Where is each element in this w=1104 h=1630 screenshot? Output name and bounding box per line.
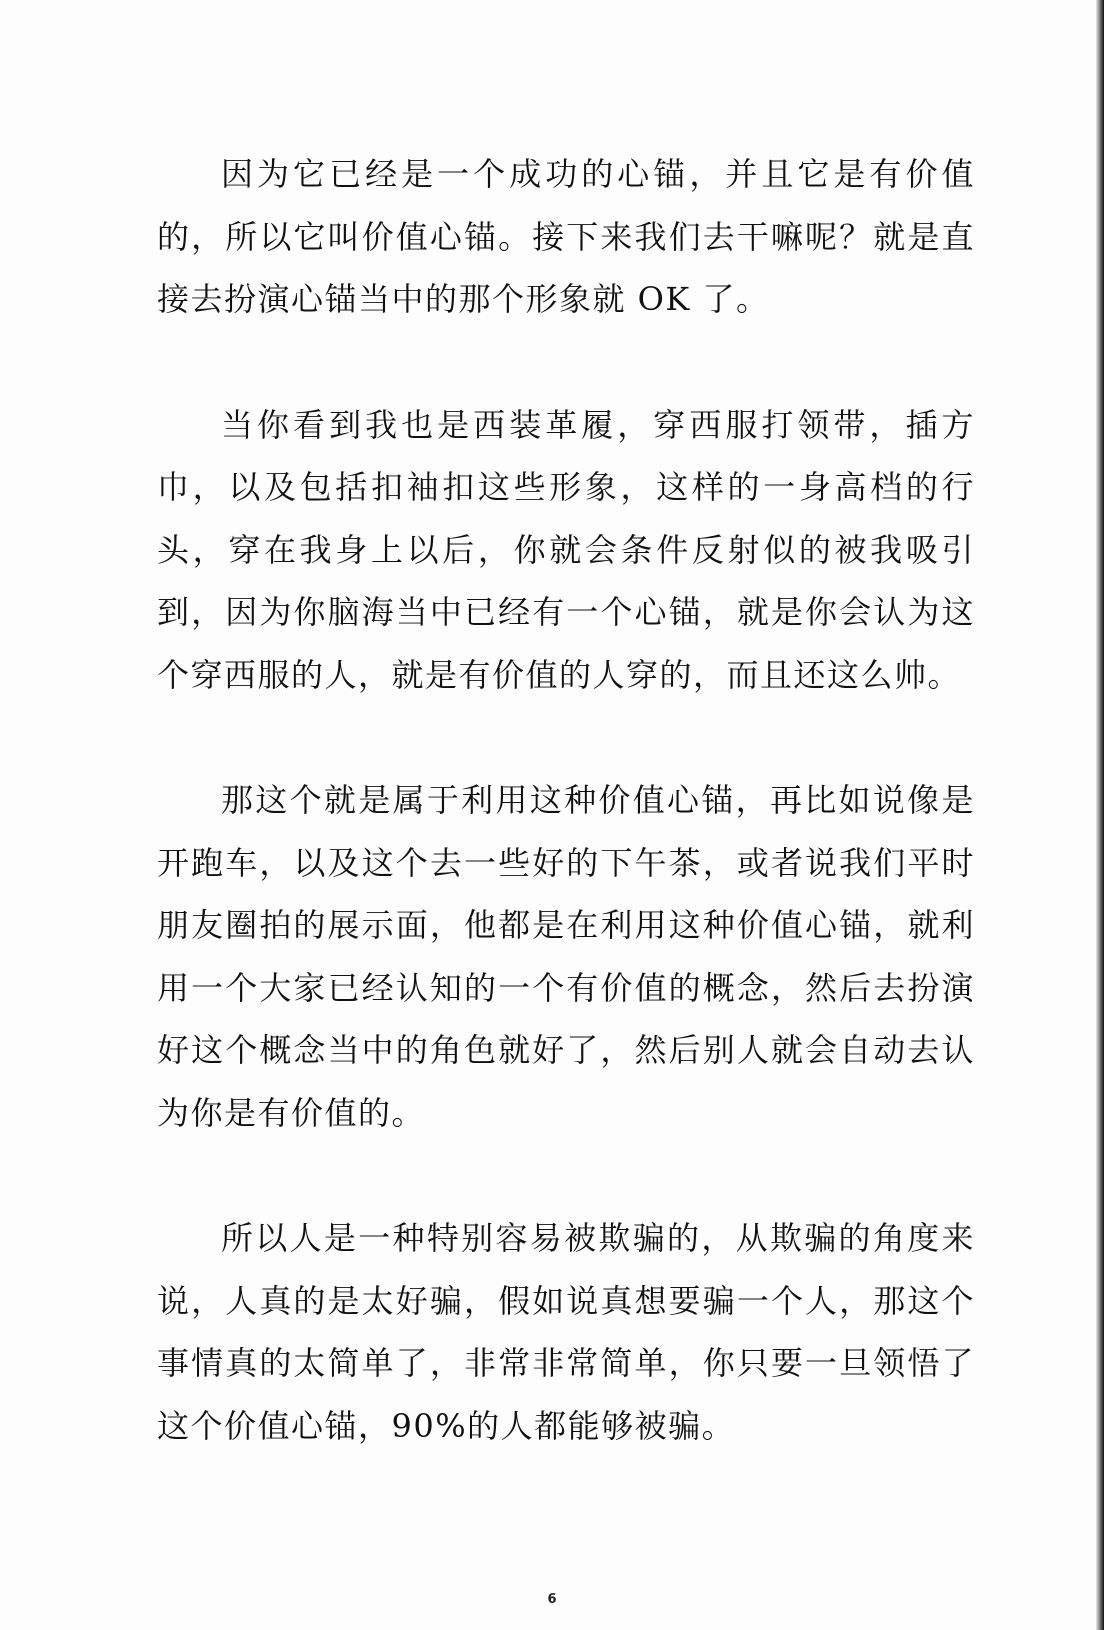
body-text <box>157 143 975 1520</box>
page-number: 6 <box>547 1592 557 1607</box>
paragraph-2: 当你看到我也是西装革履，穿西服打领带，插方巾，以及包括扣袖扣这些形象，这样的一身高档的行头，穿在我身上以后，你就会条件反射似的被我吸引到，因为你脑海当中已经有一个心锚，就是你会认为这个穿西服的人，就是有价值的人穿的，而且还这么帅。 <box>157 405 975 694</box>
paragraph-3: 那这个就是属于利用这种价值心锚，再比如说像是开跑车，以及这个去一些好的下午茶，或者说我们平时朋友圈拍的展示面，他都是在利用这种价值心锚，就利用一个大家已经认知的一个有价值的概念，然后去扮演好这个概念当中的角色就好了，然后别人就会自动去认为你是有价值的。 <box>157 781 975 1132</box>
paragraph-1: 因为它已经是一个成功的心锚，并且它是有价值的，所以它叫价值心锚。接下来我们去干嘛呢？就是直接去扮演心锚当中的那个形象就 OK 了。 <box>157 155 975 318</box>
scan-edge-shadow <box>1096 0 1104 1630</box>
paragraph-4: 所以人是一种特别容易被欺骗的，从欺骗的角度来说，人真的是太好骗，假如说真想要骗一个人，那这个事情真的太简单了，非常非常简单，你只要一旦领悟了这个价值心锚，90%的人都能够被骗。 <box>157 1219 975 1445</box>
